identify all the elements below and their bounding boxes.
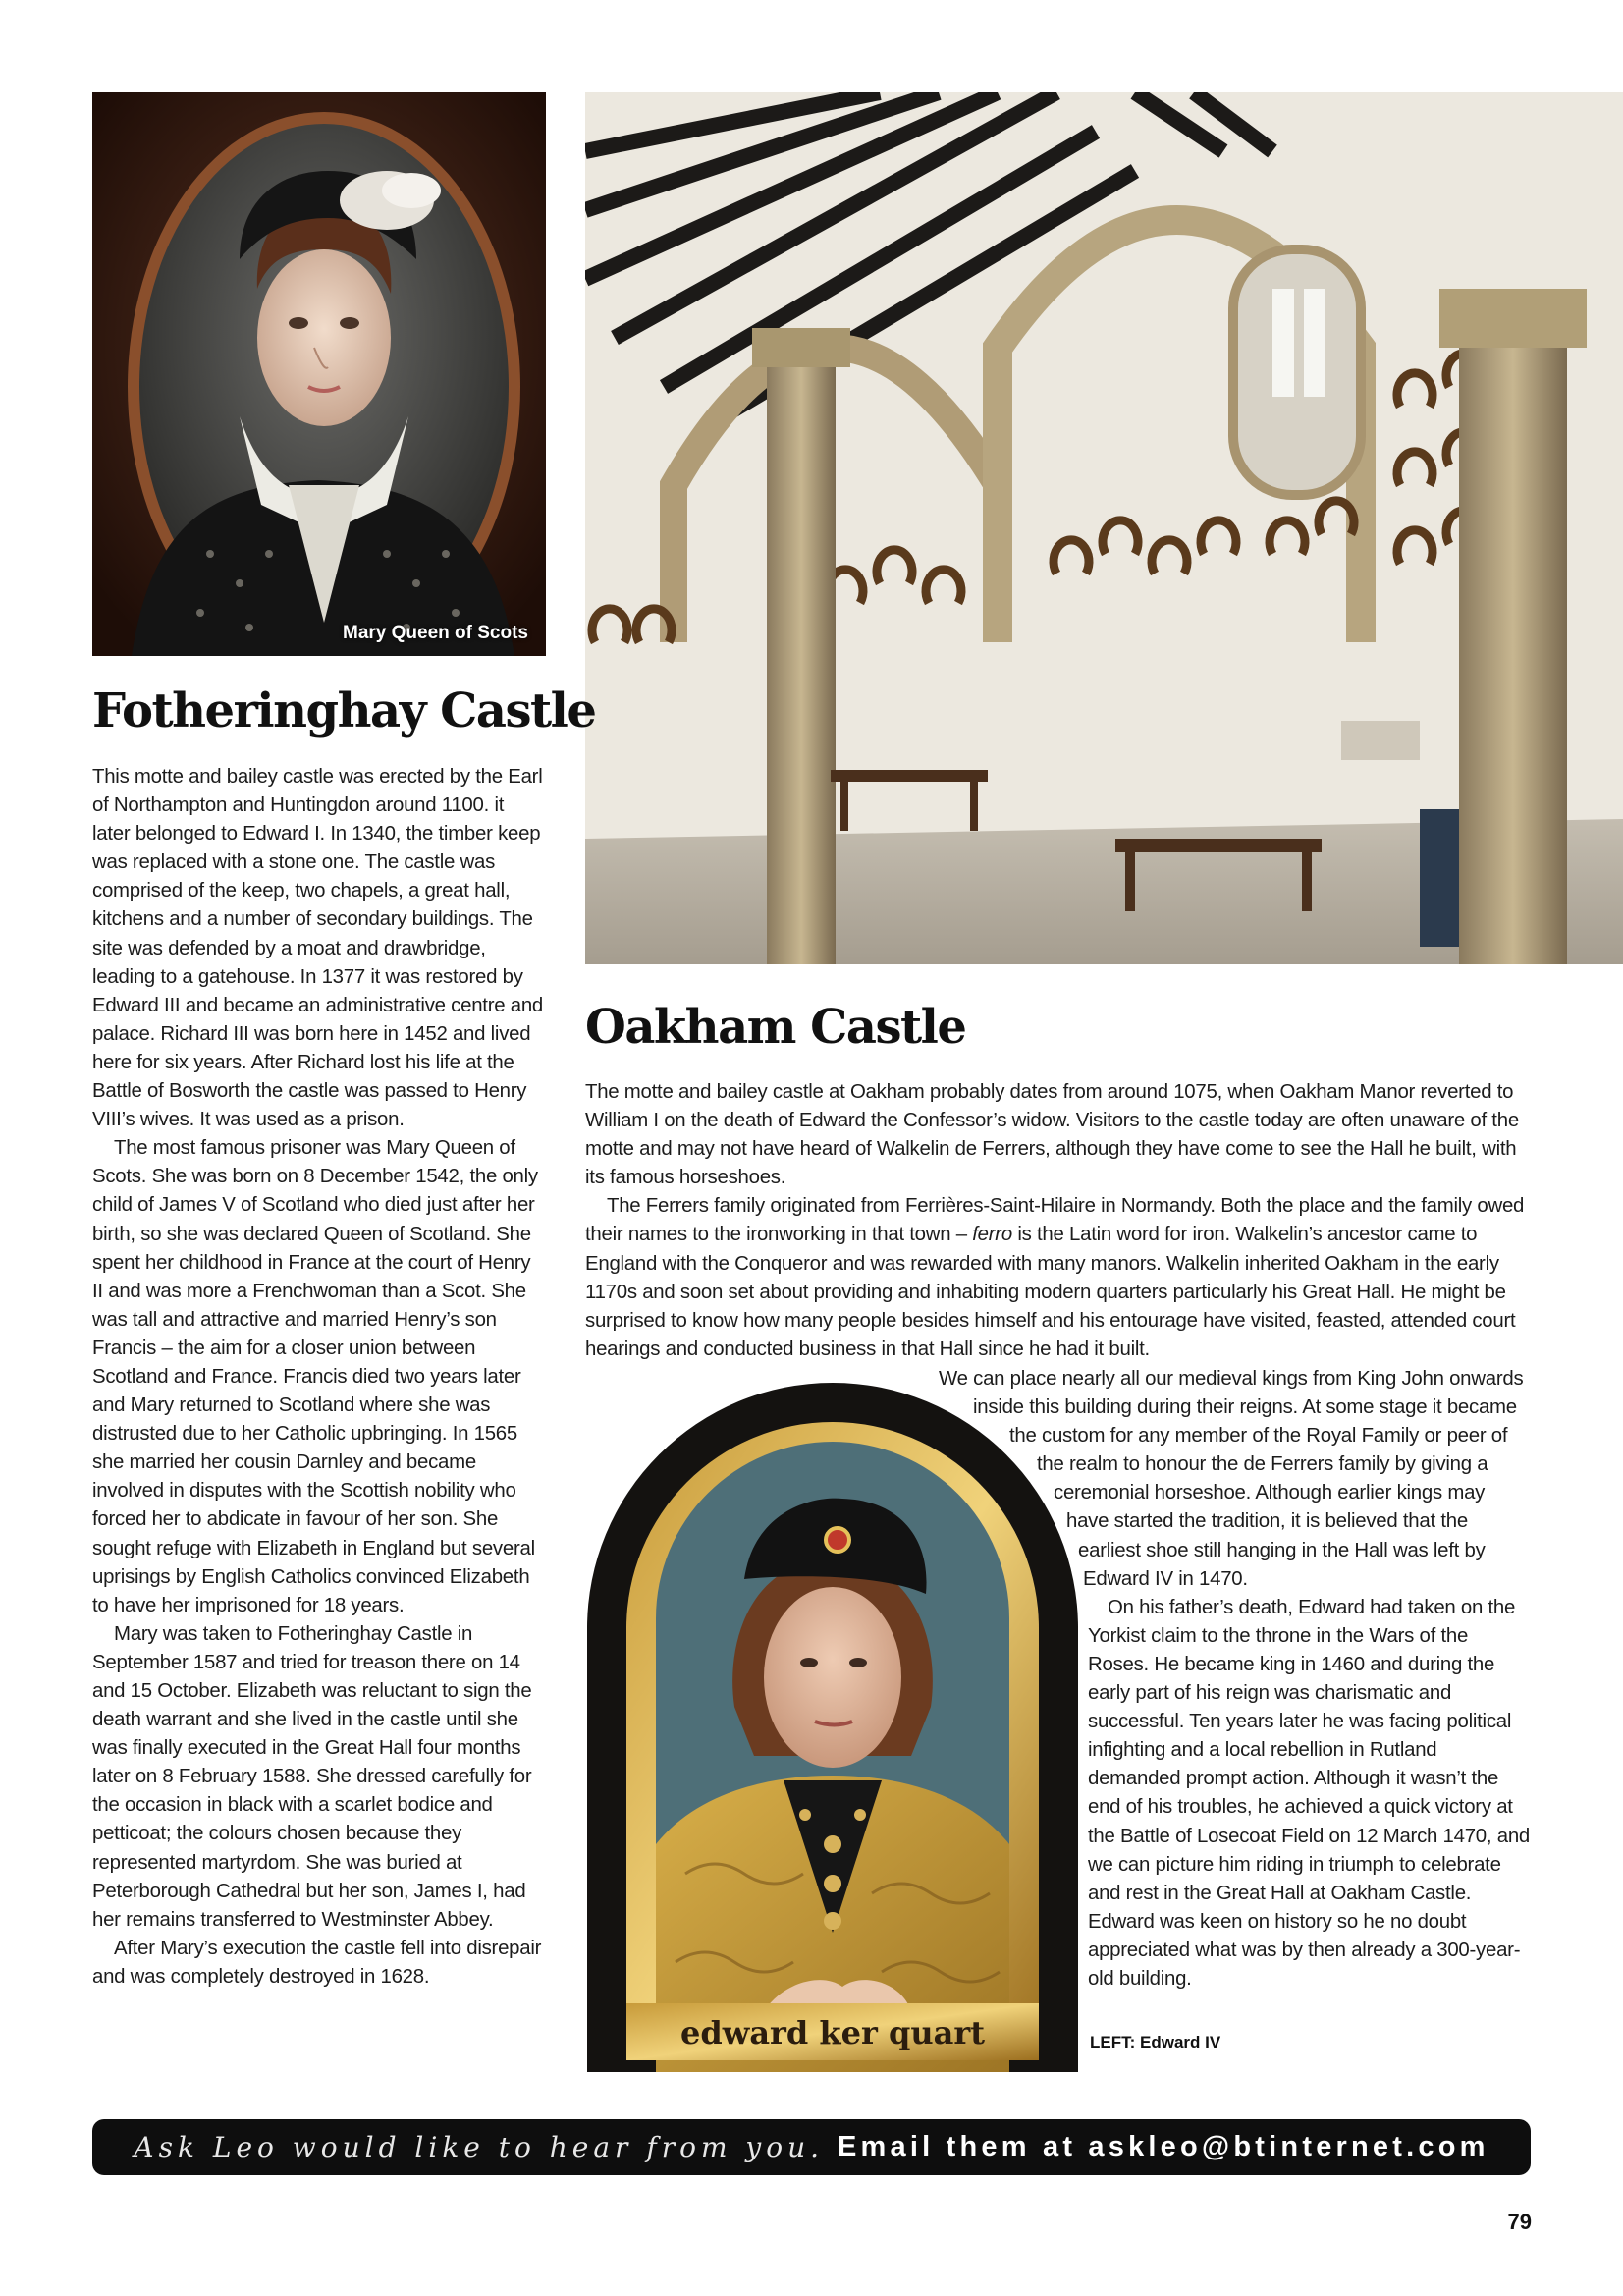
fotheringhay-paragraph-4: After Mary’s execution the castle fell into disrepair and was completely destroyed in 1628.	[92, 1937, 542, 1988]
oakham-great-hall-photo	[585, 92, 1623, 964]
fotheringhay-paragraph-1: This motte and bailey castle was erected by the Earl of Northampton and Huntingdon around 1100. it later belonged to Edward I. In 1340, the timber keep was replaced with a stone one. The castle was comprised of the keep, two chapels, a great hall, kitchens and a number of secondary buildings. The site was defended by a moat and drawbridge, leading to a gatehouse. In 1377 it was restored by Edward III and became an administrative centre and palace. Richard III was born here in 1452 and lived here for six years. After Richard lost his life at the Battle of Bosworth the castle was passed to Henry VIII’s wives. It was used as a prison.	[92, 766, 544, 1131]
oakham-paragraph-2	[585, 1192, 1530, 1364]
edward-caption: LEFT: Edward IV	[1090, 2033, 1221, 2051]
oakham-paragraph-3: We can place nearly all our medieval kings from King John onwards inside this building during their reigns. At some stage it became the custom for any member of the Royal Family or peer of the realm to honour the de Ferrers family by giving a ceremonial horseshoe. Although earlier kings may have started the tradition, it is believed that the earliest shoe still hanging in the Hall was left by Edward IV in 1470.	[939, 1368, 1524, 1590]
mary-queen-of-scots-portrait	[92, 92, 546, 656]
edward-panel-inscription: edward ker quart	[680, 2014, 985, 2051]
oakham-paragraph-2-end: is the Latin word for iron. Walkelin’s ancestor came to England with the Conqueror and was rewarded with many manors. Walkelin inherited Oakham in the early 1170s and soon set about providing and inhabiting modern quarters particularly his Great Hall. He might be surprised to know how many people besides himself and his entourage have visited, feasted, attended court hearings and conducted business in that Hall since he had it built.	[585, 1224, 1516, 1360]
edward-portrait-illustration	[587, 1383, 1078, 2072]
mary-portrait-illustration	[92, 92, 546, 656]
oakham-body-full	[585, 1078, 1530, 1364]
page-number: 79	[1507, 2210, 1532, 2234]
banner-lead-text: Ask Leo would like to hear from you.	[134, 2131, 825, 2163]
fotheringhay-paragraph-2: The most famous prisoner was Mary Queen of Scots. She was born on 8 December 1542, the only child of James V of Scotland who died just after her birth, so she was declared Queen of Scotland. She spent her childhood in France at the court of Henry II and was more a Frenchwoman than a Scot. She was tall and attractive and married Henry’s son Francis – the aim for a closer union between Scotland and France. Francis died two years later and Mary returned to Scotland where she was distrusted due to her Catholic upbringing. In 1565 she married her cousin Darnley and became involved in disputes with the Scottish nobility who forced her to abdicate in favour of her son. She sought refuge with Elizabeth in England but several uprisings by English Catholics convinced Elizabeth to have her imprisoned for 18 years.	[92, 1137, 538, 1616]
great-hall-illustration	[585, 92, 1623, 964]
fotheringhay-body	[92, 763, 546, 1992]
fotheringhay-heading: Fotheringhay Castle	[92, 683, 596, 738]
banner-email-text: Email them at askleo@btinternet.com	[838, 2131, 1489, 2162]
oakham-paragraph-4: On his father’s death, Edward had taken on the Yorkist claim to the throne in the Wars of the Roses. He became king in 1460 and during the early part of his reign was charismatic and successful. Ten years later he was facing political infighting and a local rebellion in Rutland demanded prompt action. Although it wasn’t the end of his troubles, he achieved a quick victory at the Battle of Losecoat Field on 12 March 1470, and we can picture him riding in triumph to celebrate and rest in the Great Hall at Oakham Castle. Edward was keen on history so he no doubt appreciated what was by then already a 300-year-old building.	[1088, 1596, 1530, 1990]
ask-leo-banner	[92, 2119, 1531, 2175]
ferro-italic: ferro	[972, 1224, 1012, 1246]
oakham-heading: Oakham Castle	[585, 1000, 966, 1055]
mary-portrait-caption: Mary Queen of Scots	[343, 623, 528, 643]
oakham-paragraph-1: The motte and bailey castle at Oakham probably dates from around 1075, when Oakham Manor reverted to William I on the death of Edward the Confessor’s widow. Visitors to the castle today are often unaware of the motte and may not have heard of Walkelin de Ferrers, although they have come to see the Hall he built, with its famous horseshoes.	[585, 1081, 1519, 1189]
fotheringhay-paragraph-3: Mary was taken to Fotheringhay Castle in September 1587 and tried for treason there on 14 and 15 October. Elizabeth was reluctant to sign the death warrant and she lived in the castle until she was finally executed in the Great Hall four months later on 8 February 1588. She dressed carefully for the occasion in black with a scarlet bodice and petticoat; the colours chosen because they represented martyrdom. She was buried at Peterborough Cathedral but her son, James I, had her remains transferred to Westminster Abbey.	[92, 1622, 532, 1931]
oakham-paragraph-2-start: The Ferrers family originated from Ferrières-Saint-Hilaire in Normandy. Both the place and the family owed their names to the ironworking in that town –	[585, 1195, 1525, 1246]
edward-iv-portrait	[587, 1383, 1078, 2072]
